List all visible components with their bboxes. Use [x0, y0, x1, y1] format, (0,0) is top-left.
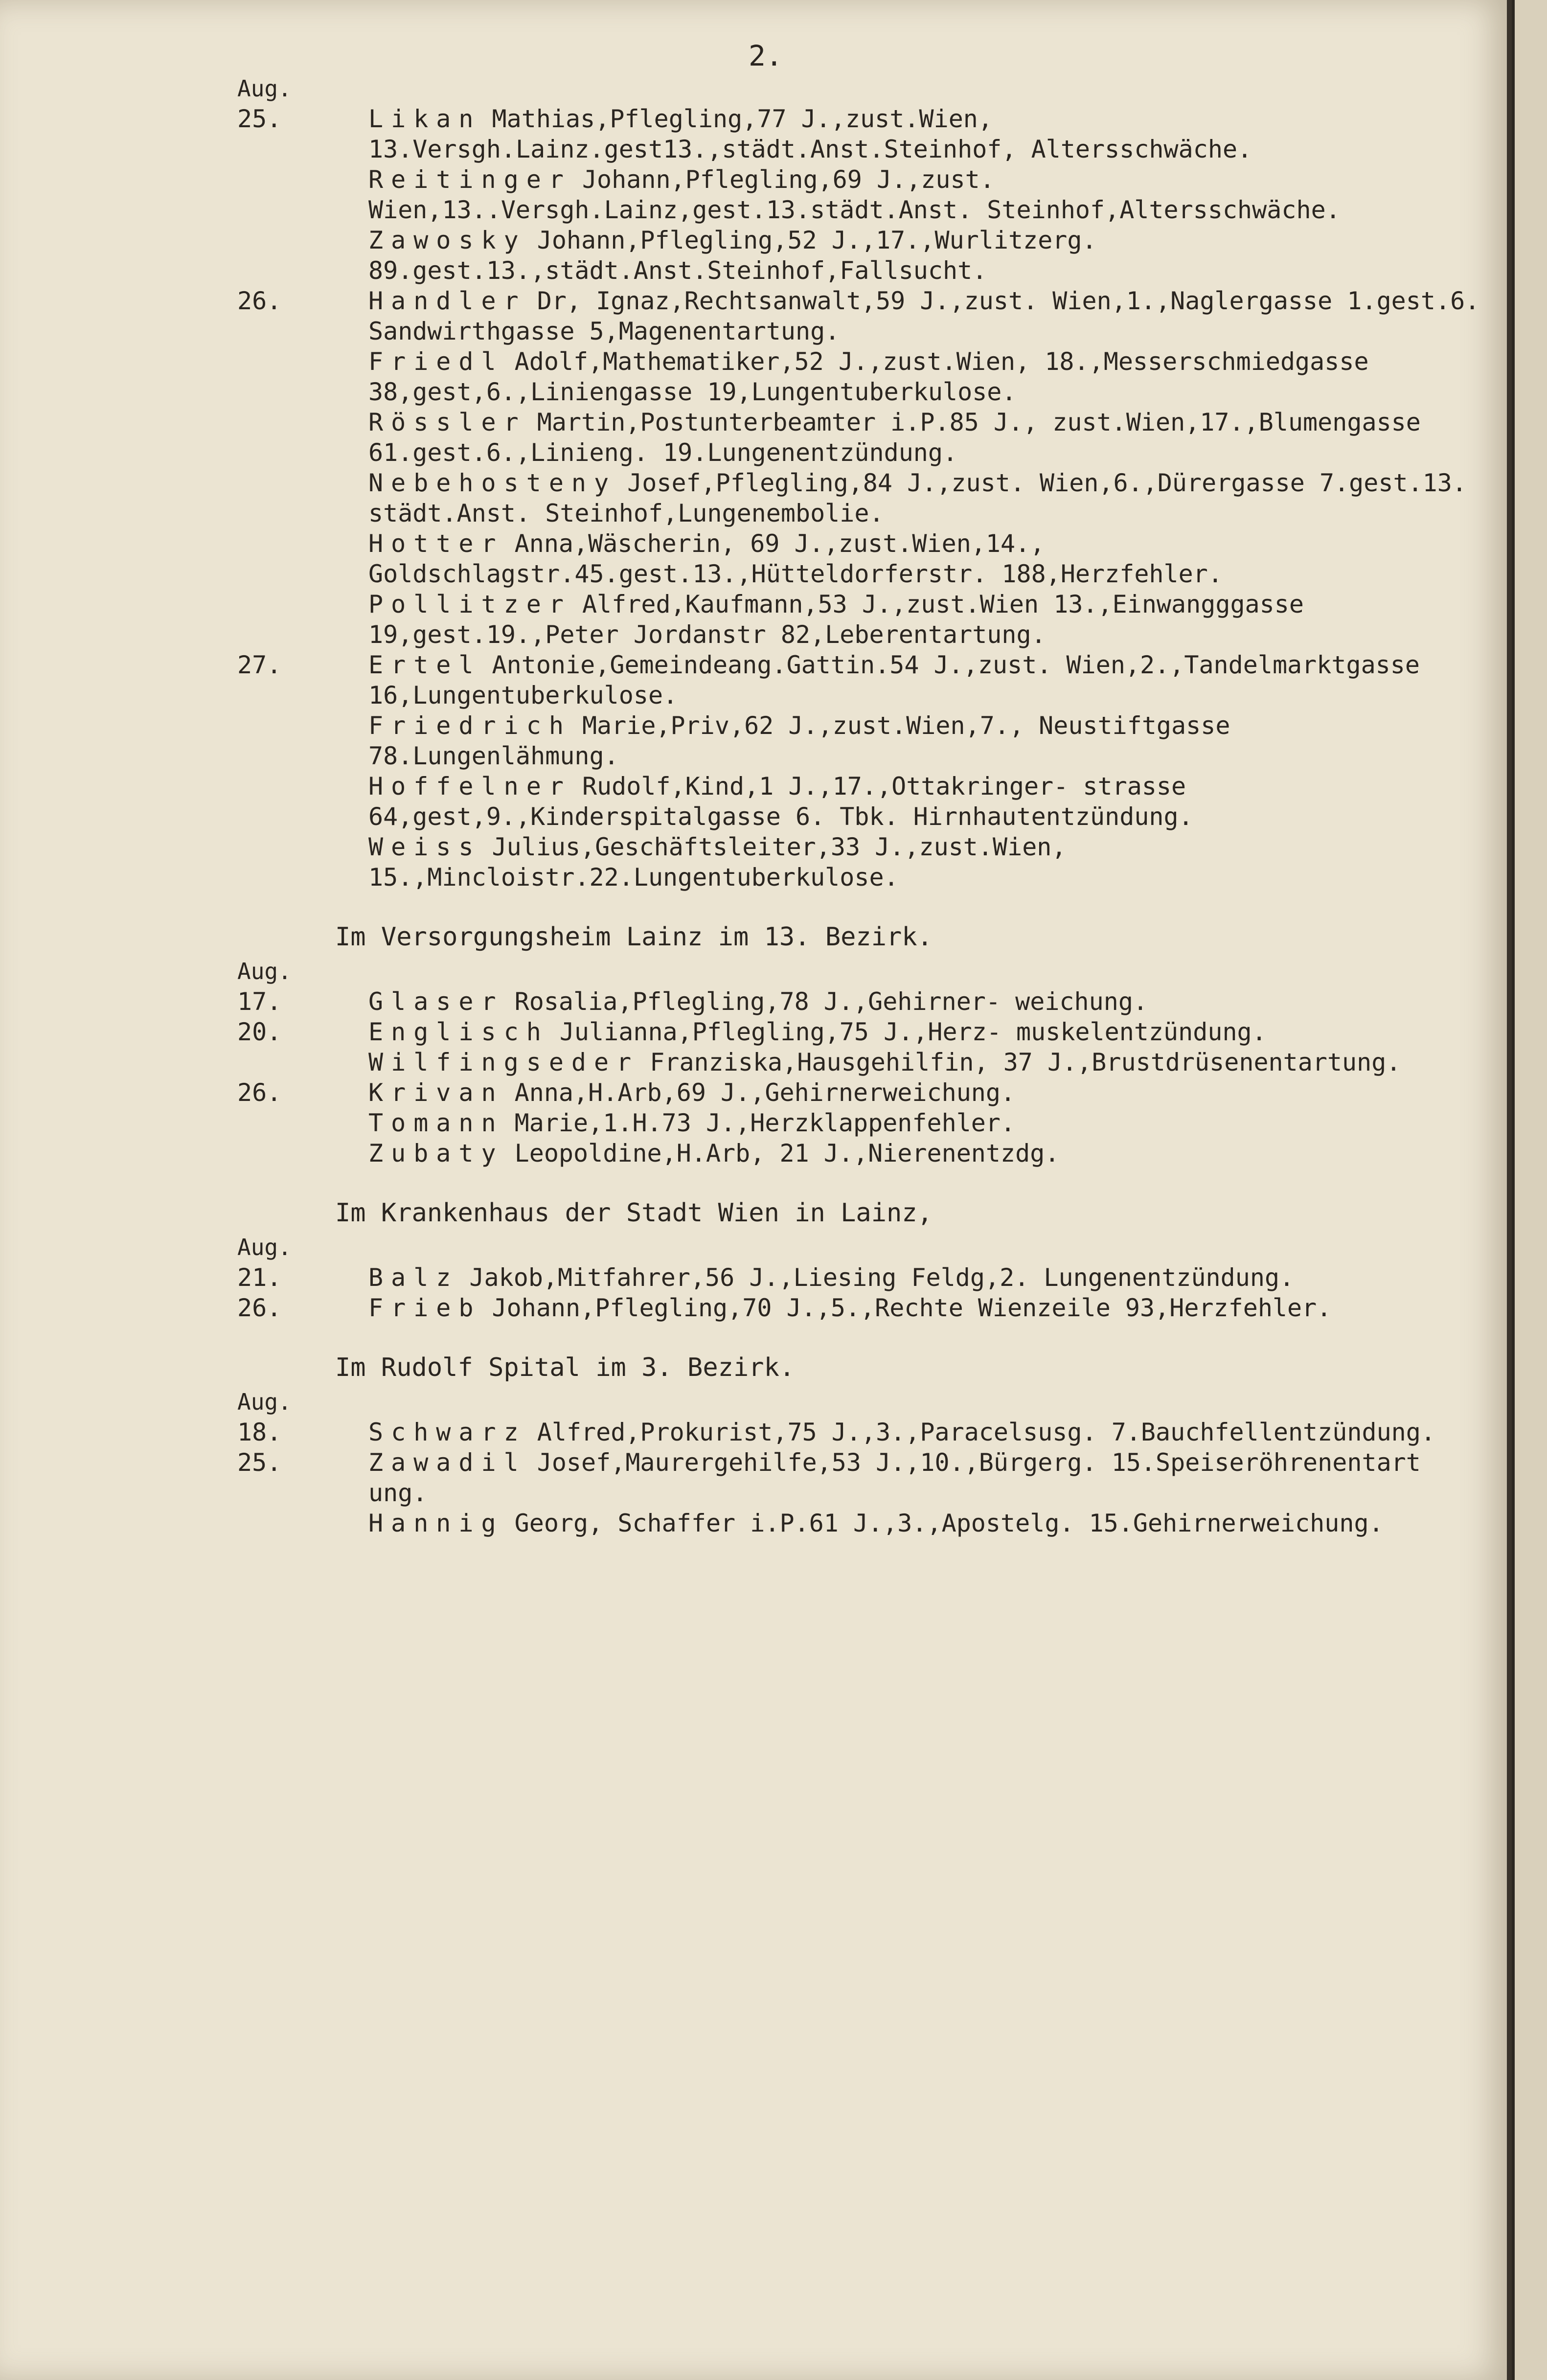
entry-surname: Wilfingseder	[368, 1048, 639, 1076]
entry-details: Leopoldine,H.Arb, 21 J.,Nierenentzdg.	[514, 1139, 1060, 1167]
entry-details: Dr, Ignaz,Rechtsanwalt,59 J.,zust. Wien,1.,Naglergasse 1.gest.6. Sandwirthgasse 5,Magenentartung.	[368, 287, 1480, 345]
entry-details: Josef,Pflegling,84 J.,zust. Wien,6.,Dürergasse 7.gest.13. städt.Anst. Steinhof,Lungenembolie.	[368, 469, 1467, 527]
entry-surname: Ertel	[368, 651, 481, 679]
section-versorgungsheim	[237, 922, 1485, 1168]
entry-details: Marie,Priv,62 J.,zust.Wien,7., Neustiftgasse 78.Lungenlähmung.	[368, 711, 1230, 770]
entry-details: Johann,Pflegling,70 J.,5.,Rechte Wienzeile 93,Herzfehler.	[492, 1294, 1332, 1322]
entry-details: Alfred,Kaufmann,53 J.,zust.Wien 13.,Einwangggasse 19,gest.19.,Peter Jordanstr 82,Leberentartung.	[368, 590, 1304, 649]
month-label: Aug.	[237, 1234, 292, 1260]
entry-details: Antonie,Gemeindeang.Gattin.54 J.,zust. Wien,2.,Tandelmarktgasse 16,Lungentuberkulose.	[368, 651, 1420, 709]
register-entry	[368, 1108, 1485, 1138]
entry-surname: Tomann	[368, 1109, 504, 1137]
entry-surname: Schwarz	[368, 1418, 526, 1446]
entry-details: Franziska,Hausgehilfin, 37 J.,Brustdrüsenentartung.	[650, 1048, 1401, 1076]
entry-details: Johann,Pflegling,69 J.,zust. Wien,13..Versgh.Lainz,gest.13.städt.Anst. Steinhof,Altersschwäche.	[368, 165, 1341, 224]
entry-details: Anna,Wäscherin, 69 J.,zust.Wien,14., Goldschlagstr.45.gest.13.,Hütteldorferstr. 188,Herzfehler.	[368, 529, 1223, 588]
entry-details: Anna,H.Arb,69 J.,Gehirnerweichung.	[514, 1078, 1016, 1107]
register-text	[237, 73, 1485, 1538]
entry-surname: Frieb	[368, 1294, 481, 1322]
month-label: Aug.	[237, 75, 292, 102]
entry-day: 20.	[237, 1018, 282, 1046]
register-entry	[237, 1077, 1485, 1108]
entry-surname: Zawosky	[368, 226, 526, 254]
entry-surname: Zubaty	[368, 1139, 504, 1167]
entry-details: Rosalia,Pflegling,78 J.,Gehirner- weichung.	[514, 987, 1148, 1016]
entry-day: 17.	[237, 987, 282, 1016]
entry-surname: Handler	[368, 287, 526, 315]
entry-details: Julianna,Pflegling,75 J.,Herz- muskelentzündung.	[559, 1018, 1267, 1046]
section-krankenhaus	[237, 1198, 1485, 1323]
entry-day: 26.	[237, 1078, 282, 1107]
entry-surname: Hoffelner	[368, 772, 571, 801]
register-entry	[237, 286, 1485, 346]
register-entry	[237, 1262, 1485, 1293]
entry-details: Adolf,Mathematiker,52 J.,zust.Wien, 18.,Messerschmiedgasse 38,gest,6.,Liniengasse 19,Lungentuberkulose.	[368, 347, 1369, 406]
register-entry	[368, 528, 1485, 589]
register-entry	[368, 771, 1485, 832]
register-entry	[368, 1047, 1485, 1077]
section-general	[237, 73, 1485, 892]
register-entry	[368, 1508, 1485, 1538]
entry-surname: Zawadil	[368, 1448, 526, 1477]
section-rudolf-spital	[237, 1352, 1485, 1538]
entry-surname: Friedrich	[368, 711, 571, 740]
register-entry	[237, 986, 1485, 1017]
entry-list	[237, 1417, 1485, 1538]
entry-list	[237, 986, 1485, 1168]
entry-details: Johann,Pflegling,52 J.,17.,Wurlitzerg. 89.gest.13.,städt.Anst.Steinhof,Fallsucht.	[368, 226, 1097, 285]
entry-day: 27.	[237, 651, 282, 679]
register-entry	[368, 710, 1485, 771]
entry-surname: Englisch	[368, 1018, 549, 1046]
entry-details: Rudolf,Kind,1 J.,17.,Ottakringer- strasse 64,gest,9.,Kinderspitalgasse 6. Tbk. Hirnhautentzündung.	[368, 772, 1193, 831]
entry-surname: Likan	[368, 105, 481, 133]
entry-day: 25.	[237, 105, 282, 133]
register-entry	[368, 407, 1485, 468]
page-number: 2.	[749, 39, 783, 72]
entry-surname: Reitinger	[368, 165, 571, 194]
entry-surname: Krivan	[368, 1078, 504, 1107]
entry-details: Julius,Geschäftsleiter,33 J.,zust.Wien, 15.,Mincloistr.22.Lungentuberkulose.	[368, 833, 1067, 892]
entry-day: 26.	[237, 287, 282, 315]
entry-details: Alfred,Prokurist,75 J.,3.,Paracelsusg. 7.Bauchfellentzündung.	[537, 1418, 1435, 1446]
section-heading: Im Rudolf Spital im 3. Bezirk.	[335, 1353, 795, 1382]
entry-surname: Rössler	[368, 408, 526, 436]
entry-day: 21.	[237, 1263, 282, 1292]
entry-surname: Hannig	[368, 1509, 504, 1537]
register-entry	[368, 1138, 1485, 1168]
entry-surname: Weiss	[368, 833, 481, 861]
entry-surname: Glaser	[368, 987, 504, 1016]
entry-details: Jakob,Mitfahrer,56 J.,Liesing Feldg,2. Lungenentzündung.	[469, 1263, 1295, 1292]
register-entry	[368, 832, 1485, 892]
register-entry	[237, 1293, 1485, 1323]
month-label: Aug.	[237, 958, 292, 984]
entry-details: Josef,Maurergehilfe,53 J.,10.,Bürgerg. 15.Speiseröhrenentart ung.	[368, 1448, 1421, 1507]
entry-surname: Hotter	[368, 529, 504, 558]
register-entry	[368, 346, 1485, 407]
month-label: Aug.	[237, 1389, 292, 1415]
register-entry	[368, 468, 1485, 528]
register-entry	[237, 1417, 1485, 1447]
entry-list	[237, 104, 1485, 892]
entry-day: 25.	[237, 1448, 282, 1477]
entry-details: Georg, Schaffer i.P.61 J.,3.,Apostelg. 15.Gehirnerweichung.	[514, 1509, 1384, 1537]
next-page-edge	[1512, 0, 1547, 2380]
entry-details: Marie,1.H.73 J.,Herzklappenfehler.	[514, 1109, 1016, 1137]
register-entry	[368, 164, 1485, 225]
register-entry	[368, 225, 1485, 286]
entry-details: Mathias,Pflegling,77 J.,zust.Wien, 13.Versgh.Lainz.gest13.,städt.Anst.Steinhof, Altersschwäche.	[368, 105, 1252, 163]
register-entry	[368, 589, 1485, 650]
section-heading: Im Krankenhaus der Stadt Wien in Lainz,	[335, 1198, 933, 1228]
entry-day: 26.	[237, 1294, 282, 1322]
register-entry	[237, 1447, 1485, 1508]
entry-surname: Balz	[368, 1263, 459, 1292]
entry-surname: Pollitzer	[368, 590, 571, 618]
entry-surname: Nebehosteny	[368, 469, 617, 497]
register-entry	[237, 104, 1485, 164]
entry-list	[237, 1262, 1485, 1323]
entry-details: Martin,Postunterbeamter i.P.85 J., zust.Wien,17.,Blumengasse 61.gest.6.,Linieng. 19.Lungenentzündung.	[368, 408, 1421, 467]
entry-day: 18.	[237, 1418, 282, 1446]
entry-surname: Friedl	[368, 347, 504, 376]
register-entry	[237, 1017, 1485, 1047]
section-heading: Im Versorgungsheim Lainz im 13. Bezirk.	[335, 922, 933, 952]
register-entry	[237, 650, 1485, 710]
